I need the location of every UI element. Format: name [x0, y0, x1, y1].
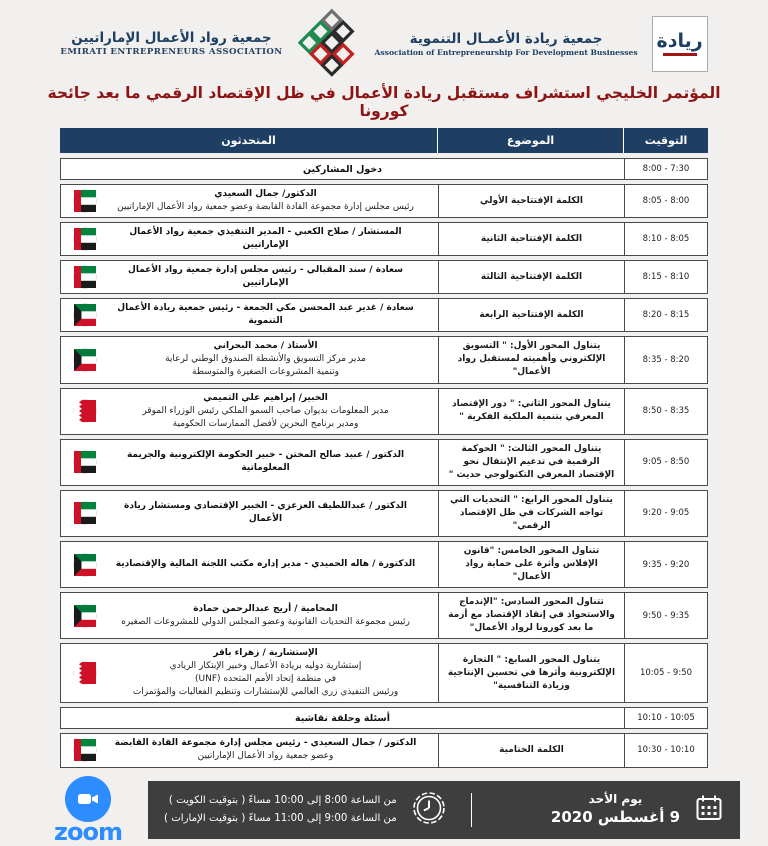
uae-flag-icon [74, 739, 96, 761]
time-cell: 9:50 - 9:35 [624, 592, 708, 639]
time-cell: 8:20 - 8:15 [624, 298, 708, 332]
emirati-name-arabic: جمعية رواد الأعمال الإماراتيين [71, 30, 272, 47]
table-row [60, 733, 708, 767]
topic-cell: يتناول المحور الثاني: " دور الإقتصاد المعرفي بتنمية الملكية الفكرية " [438, 388, 624, 435]
kuwait-flag-icon [74, 349, 96, 371]
kuwait-flag-icon [74, 304, 96, 326]
event-date [551, 792, 680, 827]
time-cell: 10:05 - 9:50 [624, 643, 708, 703]
time-cell: 9:35 - 9:20 [624, 541, 708, 588]
speaker-cell [60, 439, 438, 486]
full-width-cell: دخول المشاركين [60, 158, 624, 180]
uae-flag-icon [74, 451, 96, 473]
table-row [60, 643, 708, 703]
speaker-role: وتنمية المشروعات الصغيرة والمتوسطة [192, 367, 339, 378]
clock-icon [411, 790, 447, 830]
speaker-cell [60, 541, 438, 588]
column-header-topic: الموضوع [438, 128, 624, 153]
footer-bar [148, 781, 740, 839]
speaker-cell [60, 592, 438, 639]
speaker-name: الدكتورة / هاله الحميدي - مدير إداره مكتب اللجنة المالية والإقتصادية [115, 558, 416, 569]
speaker-cell [60, 388, 438, 435]
topic-cell: الكلمة الإفتتاحية الثالثة [438, 260, 624, 294]
speaker-cell [60, 336, 438, 383]
topic-cell: يتناول المحور الرابع: " التحديات التي تواجه الشركات في ظل الإقتصاد الرقمي" [438, 490, 624, 537]
full-width-cell: أسئلة وحلقة نقاشية [60, 707, 624, 729]
speaker-cell [60, 643, 438, 703]
table-row [60, 490, 708, 537]
table-row [60, 298, 708, 332]
table-row [60, 184, 708, 218]
speaker-role: رئيس مجموعة التحديات القانونية وعضو المجلس الدولي للمشروعات الصغيره [121, 616, 410, 627]
bahrain-flag-icon [74, 400, 96, 422]
speaker-name: الخبير/ إبراهيم علي التميمي [203, 392, 328, 403]
speaker-cell [60, 490, 438, 537]
emirati-name-english: EMIRATI ENTREPRENEURS ASSOCIATION [60, 47, 283, 58]
speaker-role: وعضو جمعية رواد الأعمال الإماراتيين [197, 751, 334, 762]
session-times [164, 792, 397, 827]
table-row [60, 158, 708, 180]
speaker-cell [60, 222, 438, 256]
topic-cell: يتناول المحور الثالث: " الحوكمة الرقمية في تدعيم الإنتقال نحو الإقتصاد المعرفي التكنولوجي حديث " [438, 439, 624, 486]
event-date-label: 9 أغسطس 2020 [550, 807, 680, 826]
schedule-rows [60, 158, 708, 768]
table-row [60, 336, 708, 383]
time-kuwait: من الساعة 8:00 إلى 10:00 مساءً ( بتوقيت الكويت ) [168, 795, 397, 807]
time-uae: من الساعة 9:00 إلى 11:00 مساءً ( بتوقيت الإمارات ) [164, 812, 397, 824]
uae-flag-icon [74, 266, 96, 288]
bahrain-flag-icon [74, 662, 96, 684]
footer-divider [471, 793, 473, 827]
column-header-time: التوقيت [644, 134, 688, 147]
speaker-role: في منظمة إتحاد الأمم المتحده (UNF) [195, 674, 337, 685]
table-header-row [60, 128, 708, 153]
header [28, 8, 740, 80]
reyada-name-arabic: جمعية ريادة الأعمـال التنموية [409, 30, 603, 47]
speaker-name: سعادة / غدير عبد المحسن مكي الجمعة - رئيس جمعية ريادة الأعمال التنموية [117, 303, 414, 327]
speaker-name: سعادة / سند المقبالي - رئيس مجلس إدارة جمعية رواد الأعمال الإماراتيين [128, 265, 403, 289]
speaker-role: ورئيس التنفيذي زري العالمي للإستشارات وتنظيم الفعاليات والمؤتمرات [132, 687, 399, 698]
page-title: المؤتمر الخليجي استشراف مستقبل ريادة الأعمال في ظل الإقتصاد الرقمي ما بعد جائحة كورونا [47, 84, 721, 120]
topic-cell: الكلمة الإفتتاحية الرابعة [438, 298, 624, 332]
speaker-role: رئيس مجلس إدارة مجموعة القادة القابضة وعضو جمعية رواد الأعمال الإماراتيين [117, 202, 414, 213]
speaker-role: ومدير برنامج البحرين لأفضل الممارسات الحكومية [172, 418, 359, 429]
kuwait-flag-icon [74, 554, 96, 576]
speaker-name: الدكتور / عبداللطيف العزعزي - الخبير الإقتصادي ومستشار ريادة الأعمال [124, 501, 407, 525]
table-row [60, 439, 708, 486]
speaker-cell [60, 184, 438, 218]
topic-cell: تتناول المحور السادس: "الإندماج والاستحواذ في إنقاذ الإقتصاد مع أزمة ما بعد كورونا لرواد الأعمال" [438, 592, 624, 639]
calendar-icon [694, 793, 724, 827]
time-cell: 8:00 - 7:30 [624, 158, 708, 180]
reyada-logo-bar [663, 53, 697, 56]
table-row [60, 707, 708, 729]
reyada-name-english: Association of Entrepreneurship For Development Businesses [374, 47, 638, 57]
speaker-name: الأستاذ / محمد البحراني [213, 341, 318, 352]
topic-cell: يتناول المحور السابع: " التجارة الإلكترونية وأثرها في تحسين الإنتاجية وزيادة التنافسية" [438, 643, 624, 703]
time-cell: 9:20 - 9:05 [624, 490, 708, 537]
speaker-name: الدكتور/ جمال السعيدي [214, 189, 317, 199]
speaker-role: إستشارية دوليه بريادة الأعمال وخبير الإبتكار الريادي [169, 661, 362, 672]
zoom-logo [28, 776, 148, 844]
kuwait-flag-icon [74, 605, 96, 627]
topic-cell: تتناول المحور الخامس: "قانون الإفلاس وأثرة على حماية رواد الأعمال" [438, 541, 624, 588]
speaker-name: المحامية / أريج عبدالرحمن حمادة [193, 603, 338, 614]
time-cell: 10:30 - 10:10 [624, 733, 708, 767]
time-cell: 8:15 - 8:10 [624, 260, 708, 294]
reyada-org-text [375, 31, 638, 57]
time-cell: 8:50 - 8:35 [624, 388, 708, 435]
speaker-name: المستشار / صلاح الكعبي - المدير التنفيذي جمعية رواد الأعمال الإماراتيين [129, 227, 402, 251]
time-cell: 8:10 - 8:05 [624, 222, 708, 256]
table-row [60, 541, 708, 588]
topic-cell: الكلمة الإفتتاحية الأولي [438, 184, 624, 218]
schedule-table [60, 128, 708, 768]
time-cell: 10:10 - 10:05 [624, 707, 708, 729]
time-cell: 8:35 - 8:20 [624, 336, 708, 383]
table-row [60, 592, 708, 639]
table-row [60, 388, 708, 435]
uae-flag-icon [74, 228, 96, 250]
zoom-camera-icon [65, 776, 111, 822]
column-header-speakers: المتحدثون [60, 128, 438, 153]
speaker-role: مدير مركز التسويق والأنشطة الصندوق الوطني لرعاية [165, 354, 366, 365]
topic-cell: الكلمة الختامية [438, 733, 624, 767]
footer [28, 776, 740, 844]
speaker-cell [60, 260, 438, 294]
speaker-cell [60, 733, 438, 767]
emirati-diamond-logo-icon [297, 10, 361, 78]
emirati-org-text [60, 30, 282, 58]
speaker-role: مدير المعلومات بديوان صاحب السمو الملكي رئيس الوزراء الموقر [142, 405, 389, 416]
uae-flag-icon [74, 502, 96, 524]
topic-cell: يتناول المحور الأول: " التسويق الإلكتروني وأهميته لمستقبل رواد الأعمال" [438, 336, 624, 383]
uae-flag-icon [74, 190, 96, 212]
speaker-cell [60, 298, 438, 332]
time-cell: 9:05 - 8:50 [624, 439, 708, 486]
topic-cell: الكلمة الإفتتاحية الثانية [438, 222, 624, 256]
time-cell: 8:05 - 8:00 [624, 184, 708, 218]
speaker-name: الدكتور / عبيد صالح المختن - خبير الحكومة الإلكترونية والجريمة المعلوماتية [126, 450, 405, 474]
reyada-logo-word: ريادة [656, 30, 703, 52]
speaker-name: الإستشارية / زهراء باقر [213, 648, 318, 659]
speaker-name: الدكتور / جمال السعيدي - رئيس مجلس إدارة مجموعة القادة القابضة [114, 738, 417, 749]
reyada-logo [652, 16, 708, 72]
event-day-label: يوم الأحد [588, 791, 643, 806]
zoom-wordmark: zoom [54, 817, 122, 846]
table-row [60, 222, 708, 256]
table-row [60, 260, 708, 294]
